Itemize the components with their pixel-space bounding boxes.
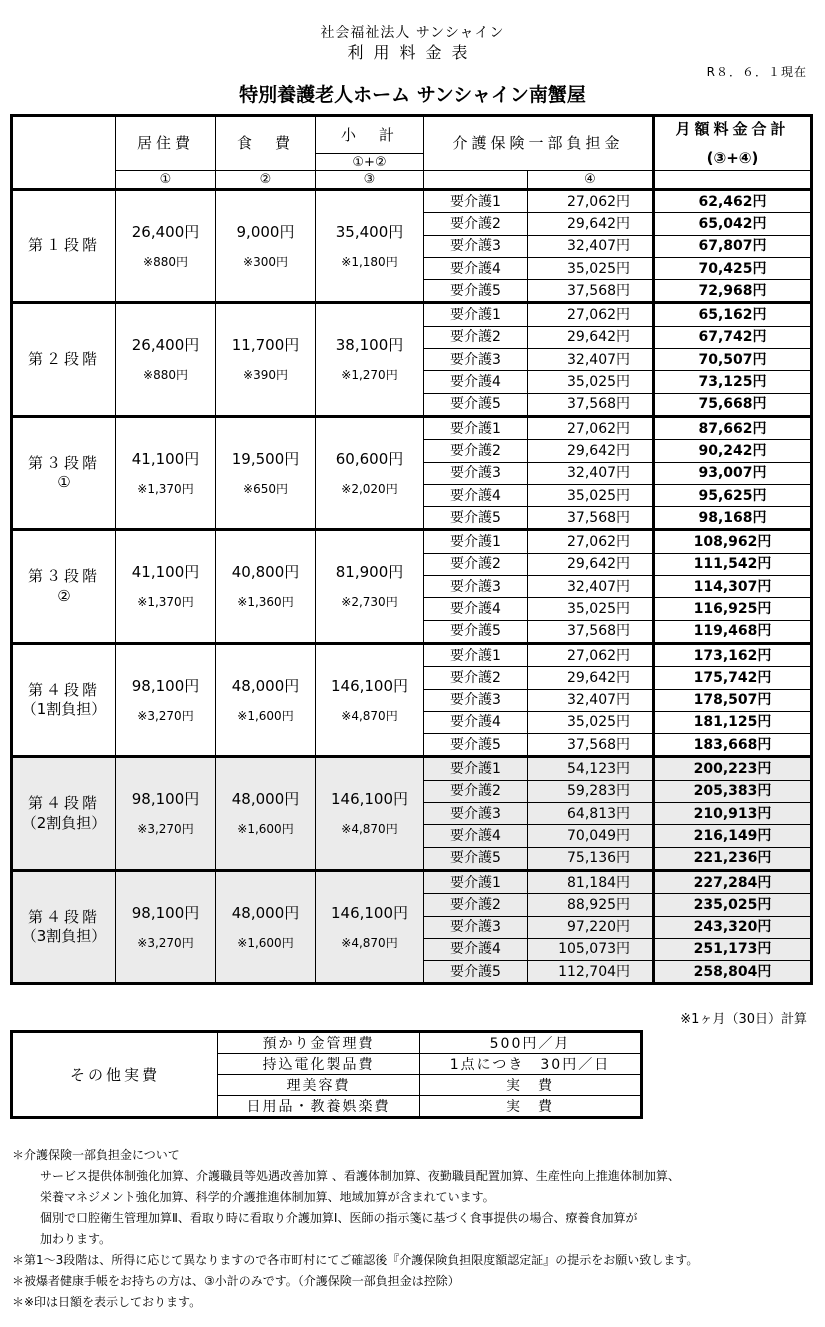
- copay-amount: 32,407円: [528, 689, 654, 711]
- monthly-total: 216,149円: [654, 825, 812, 847]
- care-level: 要介護1: [424, 530, 528, 553]
- copay-amount: 29,642円: [528, 553, 654, 575]
- copay-amount: 37,568円: [528, 393, 654, 416]
- care-level: 要介護3: [424, 235, 528, 257]
- facility-name: 特別養護老人ホーム サンシャイン南蟹屋: [239, 84, 586, 106]
- copay-amount: 64,813円: [528, 803, 654, 825]
- care-level: 要介護3: [424, 349, 528, 371]
- notes: [12, 1145, 817, 1313]
- copay-amount: 88,925円: [528, 894, 654, 916]
- monthly-total: 111,542円: [654, 553, 812, 575]
- table-row: [12, 757, 812, 780]
- note-line: サービス提供体制強化加算、介護職員等処遇改善加算 、看護体制加算、夜勤職員配置加算、生産性向上推進体制加算、: [40, 1169, 680, 1183]
- monthly-total: 95,625円: [654, 484, 812, 506]
- other-fee-value: 1点につき 30円／日: [420, 1054, 642, 1075]
- other-fee-name: 理美容費: [218, 1075, 420, 1096]
- copay-amount: 37,568円: [528, 507, 654, 530]
- food-fee: 48,000円 ※1,600円: [216, 757, 316, 870]
- org-name: 社会福祉法人 サンシャイン: [320, 25, 505, 41]
- copay-amount: 27,062円: [528, 643, 654, 666]
- residence-fee: 41,100円 ※1,370円: [116, 416, 216, 529]
- residence-fee: 98,100円 ※3,270円: [116, 757, 216, 870]
- copay-amount: 32,407円: [528, 349, 654, 371]
- stage-name: 第３段階 ①: [12, 416, 116, 529]
- stage-name: 第４段階 （2割負担）: [12, 757, 116, 870]
- monthly-total: 73,125円: [654, 371, 812, 393]
- food-fee: 40,800円 ※1,360円: [216, 530, 316, 643]
- subtotal-formula: ①+②: [316, 154, 424, 171]
- other-fees-table: [10, 1030, 643, 1119]
- residence-header: 居住費: [116, 116, 216, 171]
- care-level: 要介護5: [424, 393, 528, 416]
- care-level: 要介護5: [424, 507, 528, 530]
- copay-amount: 81,184円: [528, 870, 654, 893]
- copay-amount: 97,220円: [528, 916, 654, 938]
- food-fee: 19,500円 ※650円: [216, 416, 316, 529]
- stage-name: 第１段階: [12, 190, 116, 303]
- copay-amount: 35,025円: [528, 484, 654, 506]
- care-level: 要介護1: [424, 416, 528, 439]
- monthly-total: 235,025円: [654, 894, 812, 916]
- residence-fee: 98,100円 ※3,270円: [116, 870, 216, 983]
- copay-amount: 37,568円: [528, 620, 654, 643]
- care-level: 要介護4: [424, 938, 528, 960]
- monthly-total: 62,462円: [654, 190, 812, 213]
- residence-fee: 98,100円 ※3,270円: [116, 643, 216, 756]
- monthly-total: 65,162円: [654, 303, 812, 326]
- care-level: 要介護2: [424, 553, 528, 575]
- copay-amount: 27,062円: [528, 303, 654, 326]
- copay-amount: 32,407円: [528, 576, 654, 598]
- monthly-total: 70,425円: [654, 257, 812, 279]
- month-calc-note: ※1ヶ月（30日）計算: [680, 1012, 807, 1027]
- care-level: 要介護3: [424, 916, 528, 938]
- copay-amount: 70,049円: [528, 825, 654, 847]
- food-fee: 48,000円 ※1,600円: [216, 643, 316, 756]
- monthly-total: 75,668円: [654, 393, 812, 416]
- residence-fee: 41,100円 ※1,370円: [116, 530, 216, 643]
- subtotal-fee: 38,100円 ※1,270円: [316, 303, 424, 416]
- other-fee-value: 実 費: [420, 1096, 642, 1118]
- care-level: 要介護5: [424, 847, 528, 870]
- monthly-total: 116,925円: [654, 598, 812, 620]
- other-fee-name: 預かり金管理費: [218, 1032, 420, 1054]
- note-line: 加わります。: [40, 1232, 112, 1246]
- monthly-total: 70,507円: [654, 349, 812, 371]
- document-title: 利用料金表: [347, 43, 478, 62]
- stage-name: 第４段階 （3割負担）: [12, 870, 116, 983]
- monthly-total: 251,173円: [654, 938, 812, 960]
- note-line: 個別で口腔衛生管理加算Ⅱ、看取り時に看取り介護加算Ⅰ、医師の指示箋に基づく食事提供の場合、療養食加算が: [40, 1211, 638, 1225]
- care-level: 要介護1: [424, 757, 528, 780]
- care-level: 要介護5: [424, 620, 528, 643]
- food-fee: 11,700円 ※390円: [216, 303, 316, 416]
- other-fee-value: 500円／月: [420, 1032, 642, 1054]
- monthly-total: 67,742円: [654, 326, 812, 348]
- col-num-4: ④: [528, 171, 654, 190]
- table-row: [12, 530, 812, 553]
- care-level: 要介護4: [424, 598, 528, 620]
- col-num-1: ①: [116, 171, 216, 190]
- monthly-total: 183,668円: [654, 734, 812, 757]
- stage-name: 第２段階: [12, 303, 116, 416]
- care-level: 要介護4: [424, 371, 528, 393]
- col-num-3: ③: [316, 171, 424, 190]
- monthly-total: 210,913円: [654, 803, 812, 825]
- copay-amount: 29,642円: [528, 213, 654, 235]
- monthly-total: 205,383円: [654, 780, 812, 802]
- note-line: ＊介護保険一部負担金について: [12, 1148, 180, 1162]
- monthly-total: 173,162円: [654, 643, 812, 666]
- subtotal-fee: 60,600円 ※2,020円: [316, 416, 424, 529]
- copay-amount: 112,704円: [528, 961, 654, 984]
- care-level: 要介護2: [424, 780, 528, 802]
- monthly-total: 65,042円: [654, 213, 812, 235]
- copay-amount: 27,062円: [528, 530, 654, 553]
- care-level: 要介護4: [424, 484, 528, 506]
- stage-header-blank: [12, 116, 116, 190]
- copay-amount: 27,062円: [528, 416, 654, 439]
- subtotal-fee: 146,100円 ※4,870円: [316, 643, 424, 756]
- food-header: 食 費: [216, 116, 316, 171]
- col-num-2: ②: [216, 171, 316, 190]
- other-fee-name: 持込電化製品費: [218, 1054, 420, 1075]
- monthly-total: 175,742円: [654, 667, 812, 689]
- table-row: [12, 643, 812, 666]
- copay-amount: 32,407円: [528, 235, 654, 257]
- care-level: 要介護4: [424, 711, 528, 733]
- care-level: 要介護1: [424, 303, 528, 326]
- other-fee-row: [12, 1032, 642, 1054]
- note-line: ＊※印は日額を表示しております。: [12, 1295, 202, 1309]
- table-row: [12, 303, 812, 326]
- effective-date: R８．６．１現在: [706, 65, 807, 79]
- care-level: 要介護1: [424, 643, 528, 666]
- care-level: 要介護3: [424, 462, 528, 484]
- copay-amount: 75,136円: [528, 847, 654, 870]
- copay-amount: 59,283円: [528, 780, 654, 802]
- care-level: 要介護3: [424, 803, 528, 825]
- copay-amount: 54,123円: [528, 757, 654, 780]
- residence-fee: 26,400円 ※880円: [116, 303, 216, 416]
- col-num-total-blank: [654, 171, 812, 190]
- care-level: 要介護4: [424, 825, 528, 847]
- care-level: 要介護4: [424, 257, 528, 279]
- monthly-total: 98,168円: [654, 507, 812, 530]
- subtotal-fee: 146,100円 ※4,870円: [316, 870, 424, 983]
- monthly-total: 67,807円: [654, 235, 812, 257]
- note-line: ＊第1～3段階は、所得に応じて異なりますので各市町村にてご確認後『介護保険負担限度額認定証』の提示をお願い致します。: [12, 1253, 699, 1267]
- copay-amount: 29,642円: [528, 326, 654, 348]
- subtotal-fee: 146,100円 ※4,870円: [316, 757, 424, 870]
- fee-table: [10, 114, 813, 985]
- monthly-total: 93,007円: [654, 462, 812, 484]
- copay-amount: 29,642円: [528, 667, 654, 689]
- table-row: [12, 190, 812, 213]
- care-level: 要介護2: [424, 326, 528, 348]
- monthly-total: 87,662円: [654, 416, 812, 439]
- residence-fee: 26,400円 ※880円: [116, 190, 216, 303]
- monthly-total: 181,125円: [654, 711, 812, 733]
- other-fee-value: 実 費: [420, 1075, 642, 1096]
- monthly-total: 178,507円: [654, 689, 812, 711]
- care-level: 要介護2: [424, 894, 528, 916]
- copay-amount: 29,642円: [528, 440, 654, 462]
- care-level: 要介護5: [424, 280, 528, 303]
- copay-header: 介護保険一部負担金: [424, 116, 654, 171]
- copay-amount: 35,025円: [528, 371, 654, 393]
- stage-name: 第４段階 （1割負担）: [12, 643, 116, 756]
- monthly-total: 108,962円: [654, 530, 812, 553]
- monthly-total: 227,284円: [654, 870, 812, 893]
- care-level: 要介護2: [424, 213, 528, 235]
- care-level: 要介護5: [424, 961, 528, 984]
- monthly-total: 200,223円: [654, 757, 812, 780]
- care-level: 要介護1: [424, 190, 528, 213]
- monthly-total: 258,804円: [654, 961, 812, 984]
- care-level: 要介護2: [424, 667, 528, 689]
- note-line: 栄養マネジメント強化加算、科学的介護推進体制加算、地域加算が含まれています。: [40, 1190, 495, 1204]
- copay-amount: 37,568円: [528, 734, 654, 757]
- copay-amount: 35,025円: [528, 711, 654, 733]
- subtotal-fee: 35,400円 ※1,180円: [316, 190, 424, 303]
- care-level: 要介護1: [424, 870, 528, 893]
- copay-amount: 35,025円: [528, 257, 654, 279]
- care-level: 要介護3: [424, 689, 528, 711]
- monthly-total: 243,320円: [654, 916, 812, 938]
- copay-amount: 105,073円: [528, 938, 654, 960]
- monthly-total: 72,968円: [654, 280, 812, 303]
- total-header: 月額料金合計 (③+④): [654, 116, 812, 171]
- monthly-total: 119,468円: [654, 620, 812, 643]
- note-line: ＊被爆者健康手帳をお持ちの方は、③小計のみです。（介護保険一部負担金は控除）: [12, 1274, 460, 1288]
- care-level: 要介護2: [424, 440, 528, 462]
- monthly-total: 114,307円: [654, 576, 812, 598]
- care-level: 要介護3: [424, 576, 528, 598]
- copay-amount: 27,062円: [528, 190, 654, 213]
- food-fee: 9,000円 ※300円: [216, 190, 316, 303]
- table-row: [12, 870, 812, 893]
- stage-name: 第３段階 ②: [12, 530, 116, 643]
- subtotal-fee: 81,900円 ※2,730円: [316, 530, 424, 643]
- other-fees-label: その他実費: [12, 1032, 218, 1118]
- table-row: [12, 416, 812, 439]
- care-level: 要介護5: [424, 734, 528, 757]
- monthly-total: 221,236円: [654, 847, 812, 870]
- copay-amount: 37,568円: [528, 280, 654, 303]
- copay-amount: 35,025円: [528, 598, 654, 620]
- subtotal-header: 小 計: [316, 116, 424, 154]
- food-fee: 48,000円 ※1,600円: [216, 870, 316, 983]
- monthly-total: 90,242円: [654, 440, 812, 462]
- col-num-blank: [424, 171, 528, 190]
- other-fee-name: 日用品・教養娯楽費: [218, 1096, 420, 1118]
- copay-amount: 32,407円: [528, 462, 654, 484]
